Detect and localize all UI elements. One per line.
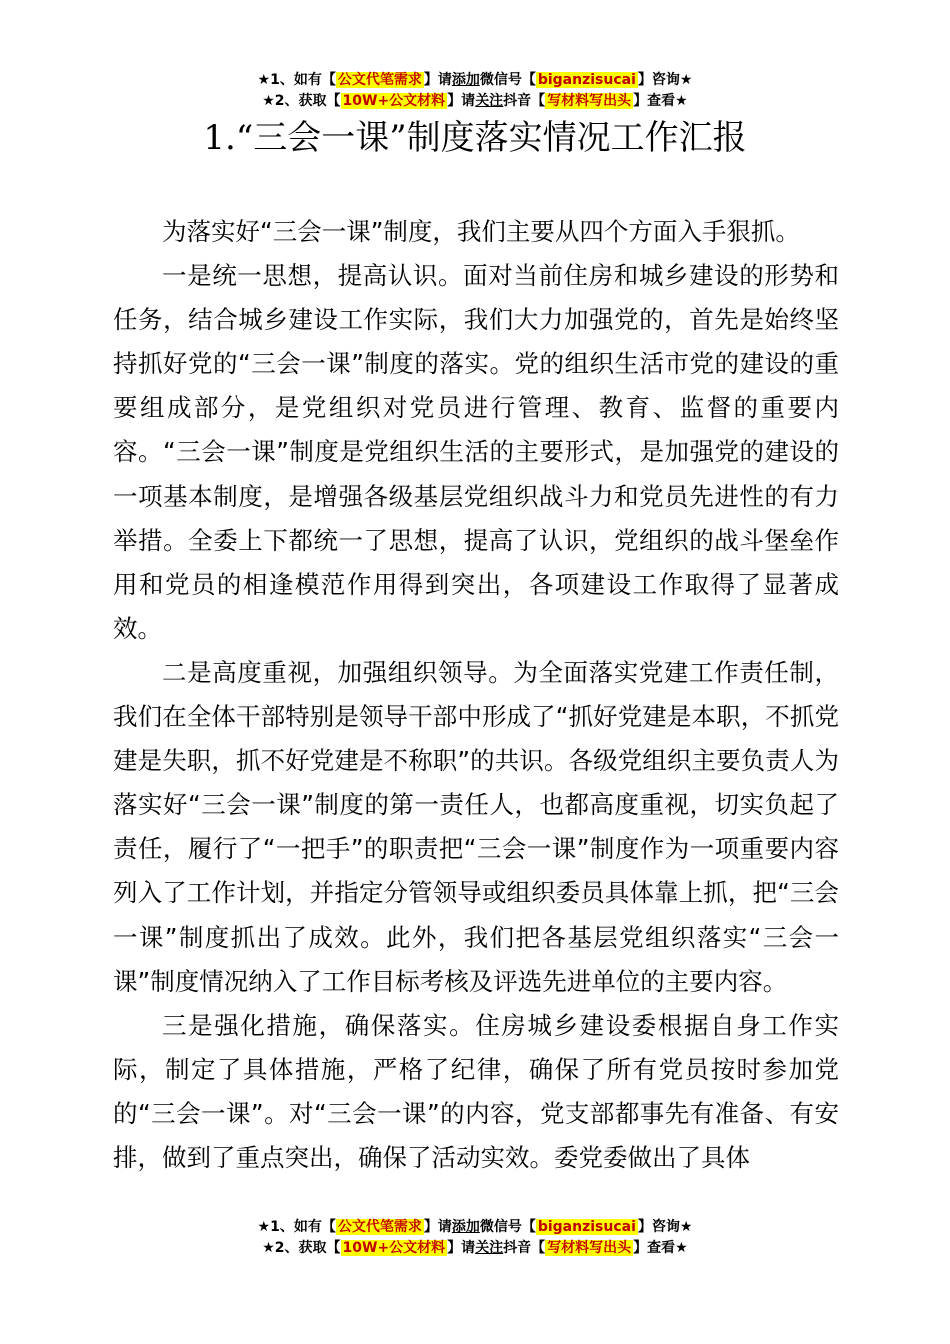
promo-banner-top (0, 70, 950, 112)
highlight-wechat-id: biganzisucai (537, 72, 636, 88)
highlight-douyin-account: 写材料写出头 (547, 1240, 632, 1256)
paragraph-intro: 为落实好“三会一课”制度，我们主要从四个方面入手狠抓。 (162, 217, 800, 246)
document-title: 1.“三会一课”制度落实情况工作汇报 (203, 118, 747, 158)
promo-line-1: ★1、如有【 公文代笔需求 】请添加微信号【 biganzisucai 】咨询★ (257, 72, 693, 88)
highlight-wechat-id: biganzisucai (537, 1219, 636, 1235)
highlight-douyin-account: 写材料写出头 (547, 93, 632, 109)
highlight-service: 公文代笔需求 (337, 1219, 422, 1235)
promo-banner-bottom (0, 1217, 950, 1259)
highlight-materials: 10W+公文材料 (342, 93, 446, 109)
paragraph-point-2: 二是高度重视，加强组织领导。为全面落实党建工作责任制，我们在全体干部特别是领导干部中形成了“抓好党建是本职，不抓党建是失职，抓不好党建是不称职”的共识。各级党组织主要负责人为落实好“三会一课”制度的第一责任人，也都高度重视，切实负起了责任，履行了“一把手”的职责把“三会一课”制度作为一项重要内容列入了工作计划，并指定分管领导或组织委员具体靠上抓，把“三会一课”制度抓出了成效。此外，我们把各基层党组织落实“三会一课”制度情况纳入了工作目标考核及评选先进单位的主要内容。 (113, 657, 839, 996)
paragraph-point-1: 一是统一思想，提高认识。面对当前住房和城乡建设的形势和任务，结合城乡建设工作实际，我们大力加强党的，首先是始终坚持抓好党的“三会一课”制度的落实。党的组织生活市党的建设的重要组成部分，是党组织对党员进行管理、教育、监督的重要内容。“三会一课”制度是党组织生活的主要形式，是加强党的建设的一项基本制度，是增强各级基层党组织战斗力和党员先进性的有力举措。全委上下都统一了思想，提高了认识，党组织的战斗堡垒作用和党员的相逢模范作用得到突出，各项建设工作取得了显著成效。 (113, 261, 839, 643)
paragraph-point-3: 三是强化措施，确保落实。住房城乡建设委根据自身工作实际，制定了具体措施，严格了纪律，确保了所有党员按时参加党的“三会一课”。对“三会一课”的内容，党支部都事先有准备、有安排，做到了重点突出，确保了活动实效。委党委做出了具体 (113, 1010, 839, 1172)
promo-line-2: ★2、获取【 10W+公文材料 】请关注抖音【 写材料写出头 】查看★ (262, 1240, 688, 1256)
promo-line-1: ★1、如有【 公文代笔需求 】请添加微信号【 biganzisucai 】咨询★ (257, 1219, 693, 1235)
promo-line-2: ★2、获取【 10W+公文材料 】请关注抖音【 写材料写出头 】查看★ (262, 93, 688, 109)
highlight-service: 公文代笔需求 (337, 72, 422, 88)
highlight-materials: 10W+公文材料 (342, 1240, 446, 1256)
document-body (113, 210, 839, 1180)
